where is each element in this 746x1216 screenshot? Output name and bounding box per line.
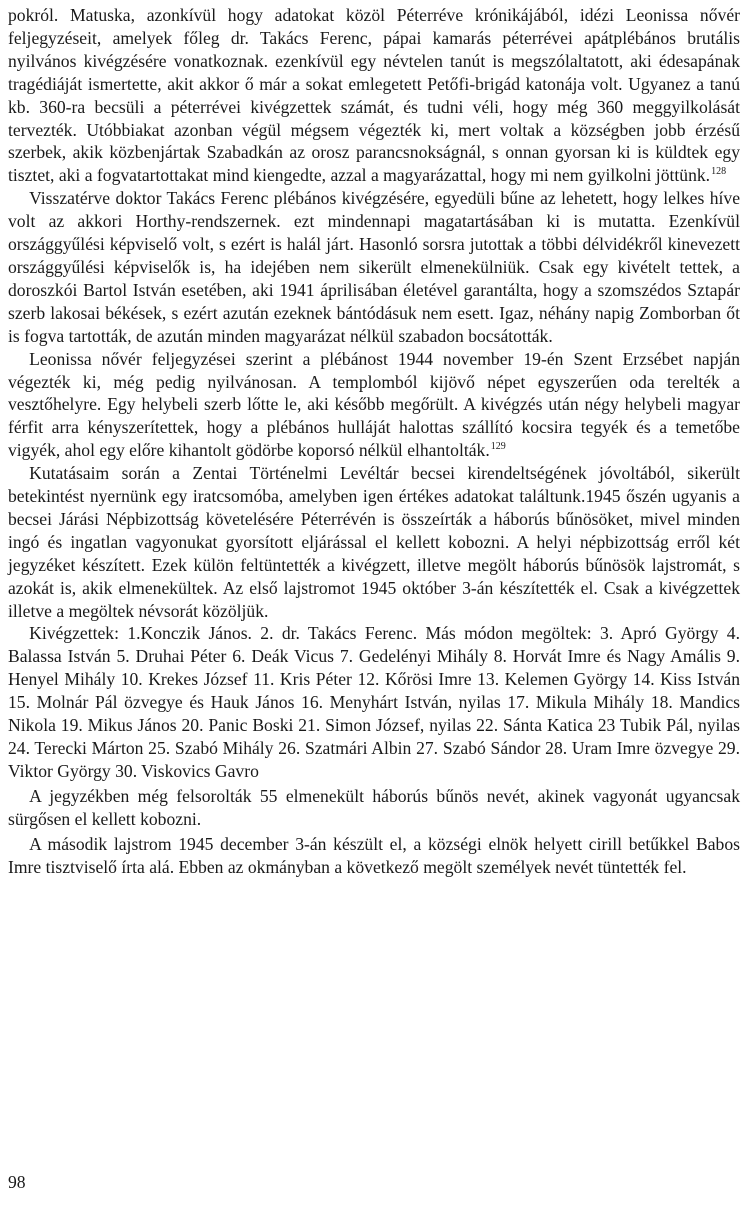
paragraph-5-text: Kivégzettek: 1.Konczik János. 2. dr. Takács Ferenc. Más módon megöltek: 3. Apró György 4. Balassa István 5. Druhai Péter 6. Deák Vicus 7. Gedelényi Mihály 8. Horvát Imre és Nagy Amális 9. Henyel Mihály 10. Krekes József 11. Kris Péter 12. Kőrösi Imre 13. Kelemen György 14. Kiss István 15. Molnár Pál özvegye és Hauk János 16. Menyhárt István, nyilas 17. Mikula Mihály 18. Mandics Nikola 19. Mikus János 20. Panic Boski 21. Simon József, nyilas 22. Sánta Katica 23 Tubik Pál, nyilas 24. Terecki Márton 25. Szabó Mihály 26. Szatmári Albin 27. Szabó Sándor 28. Uram Imre özvegye 29. Viktor György 30. Viskovics Gavro [8, 623, 740, 781]
paragraph-6-text: A jegyzékben még felsorolták 55 elmenekült háborús bűnös nevét, akinek vagyonát ugyancsak sürgősen el kellett kobozni. [8, 785, 740, 829]
footnote-ref-129: 129 [490, 441, 506, 453]
footnote-ref-128: 128 [711, 166, 727, 178]
paragraph-6 [8, 785, 740, 831]
paragraph-2-text: Visszatérve doktor Takács Ferenc plébános kivégzésére, egyedüli bűne az lehetett, hogy lelkes híve volt az akkori Horthy-rendszernek. ezt mindennapi magatartásában ki is mutatta. Ezenkívül országgyűlési képviselő volt, s ezért is halál járt. Hasonló sorsra jutottak a többi délvidékről kinevezett országgyűlési képviselők is, ha idejében nem sikerült elmenekülniük. Csak egy kivételt tettek, a doroszkói Bartol István esetében, aki 1941 áprilisában életével garantálta, hogy a szomszédos Sztapár szerb lakosai békések, s ezért azután ezeknek bántódásuk nem esett. Igaz, néhány napig Zomborban őt is fogva tartották, de azután minden magyarázat nélkül szabadon bocsátották. [8, 188, 740, 346]
paragraph-5 [8, 622, 740, 782]
paragraph-7-text: A második lajstrom 1945 december 3-án készült el, a községi elnök helyett cirill betűkkel Babos Imre tisztviselő írta alá. Ebben az okmányban a következő megölt személyek nevét tüntették fel. [8, 833, 740, 877]
page-body [8, 4, 740, 878]
paragraph-2 [8, 187, 740, 347]
paragraph-4-text: Kutatásaim során a Zentai Történelmi Levéltár becsei kirendeltségének jóvoltából, sikerült betekintést nyernünk egy iratcsomóba, amelyben igen értékes adatokat találtunk.1945 őszén ugyanis a becsei Járási Népbizottság követelésére Péterrévén is összeírták a háborús bűnösöket, mivel minden ingó és ingatlan vagyonukat gyorsított eljárással el kellett kobozni. A helyi népbizottság erről két jegyzéket készített. Ezek külön feltüntették a kivégzett, illetve megölt háborús bűnösök lajstromát, s azokát is, akik elmenekültek. Az első lajstromot 1945 október 3-án készítették el. Csak a kivégzettek illetve a megöltek névsorát közöljük. [8, 463, 740, 621]
paragraph-1-text: pokról. Matuska, azonkívül hogy adatokat közöl Péterréve krónikájából, idézi Leonissa nővér feljegyzéseit, amelyek főleg dr. Takács Ferenc, pápai kamarás péterrévei apátplébános brutális nyilvános kivégzésére vonatkoznak. ezenkívül egy névtelen tanút is megszólaltatott, aki édesapának tragédiáját ismertette, akit akkor ő már a sokat emlegetett Petőfi-brigád katonája volt. Ugyanez a tanú kb. 360-ra becsüli a péterrévei kivégzettek számát, és tudni véli, hogy még 360 meggyilkolását tervezték. Utóbbiakat azonban végül mégsem végezték ki, mert voltak a községben jobb érzésű szerbek, akik közbenjártak Szabadkán az orosz parancsnokságnál, s onnan gyorsan ki is küldtek egy tisztet, aki a fogvatartottakat mind kiengedte, azzal a magyarázattal, hogy mi nem gyilkolni jöttünk. [8, 5, 740, 186]
paragraph-3 [8, 348, 740, 463]
paragraph-4 [8, 462, 740, 622]
paragraph-7 [8, 833, 740, 879]
paragraph-3-text: Leonissa nővér feljegyzései szerint a plébánost 1944 november 19-én Szent Erzsébet napján végezték ki, még pedig nyilvánosan. A templomból kijövő népet egyszerűen oda terelték a vesztőhelyre. Egy helybeli szerb lőtte le, aki később megőrült. A kivégzés után négy helybeli magyar férfit arra kényszerítettek, hogy a plébános hulláját halottas szállító kocsira tegyék és a temetőbe vigyék, ahol egy előre kihantolt gödörbe koporsó nélkül elhantolták. [8, 348, 740, 461]
paragraph-1 [8, 4, 740, 187]
page-number: 98 [8, 1172, 26, 1192]
